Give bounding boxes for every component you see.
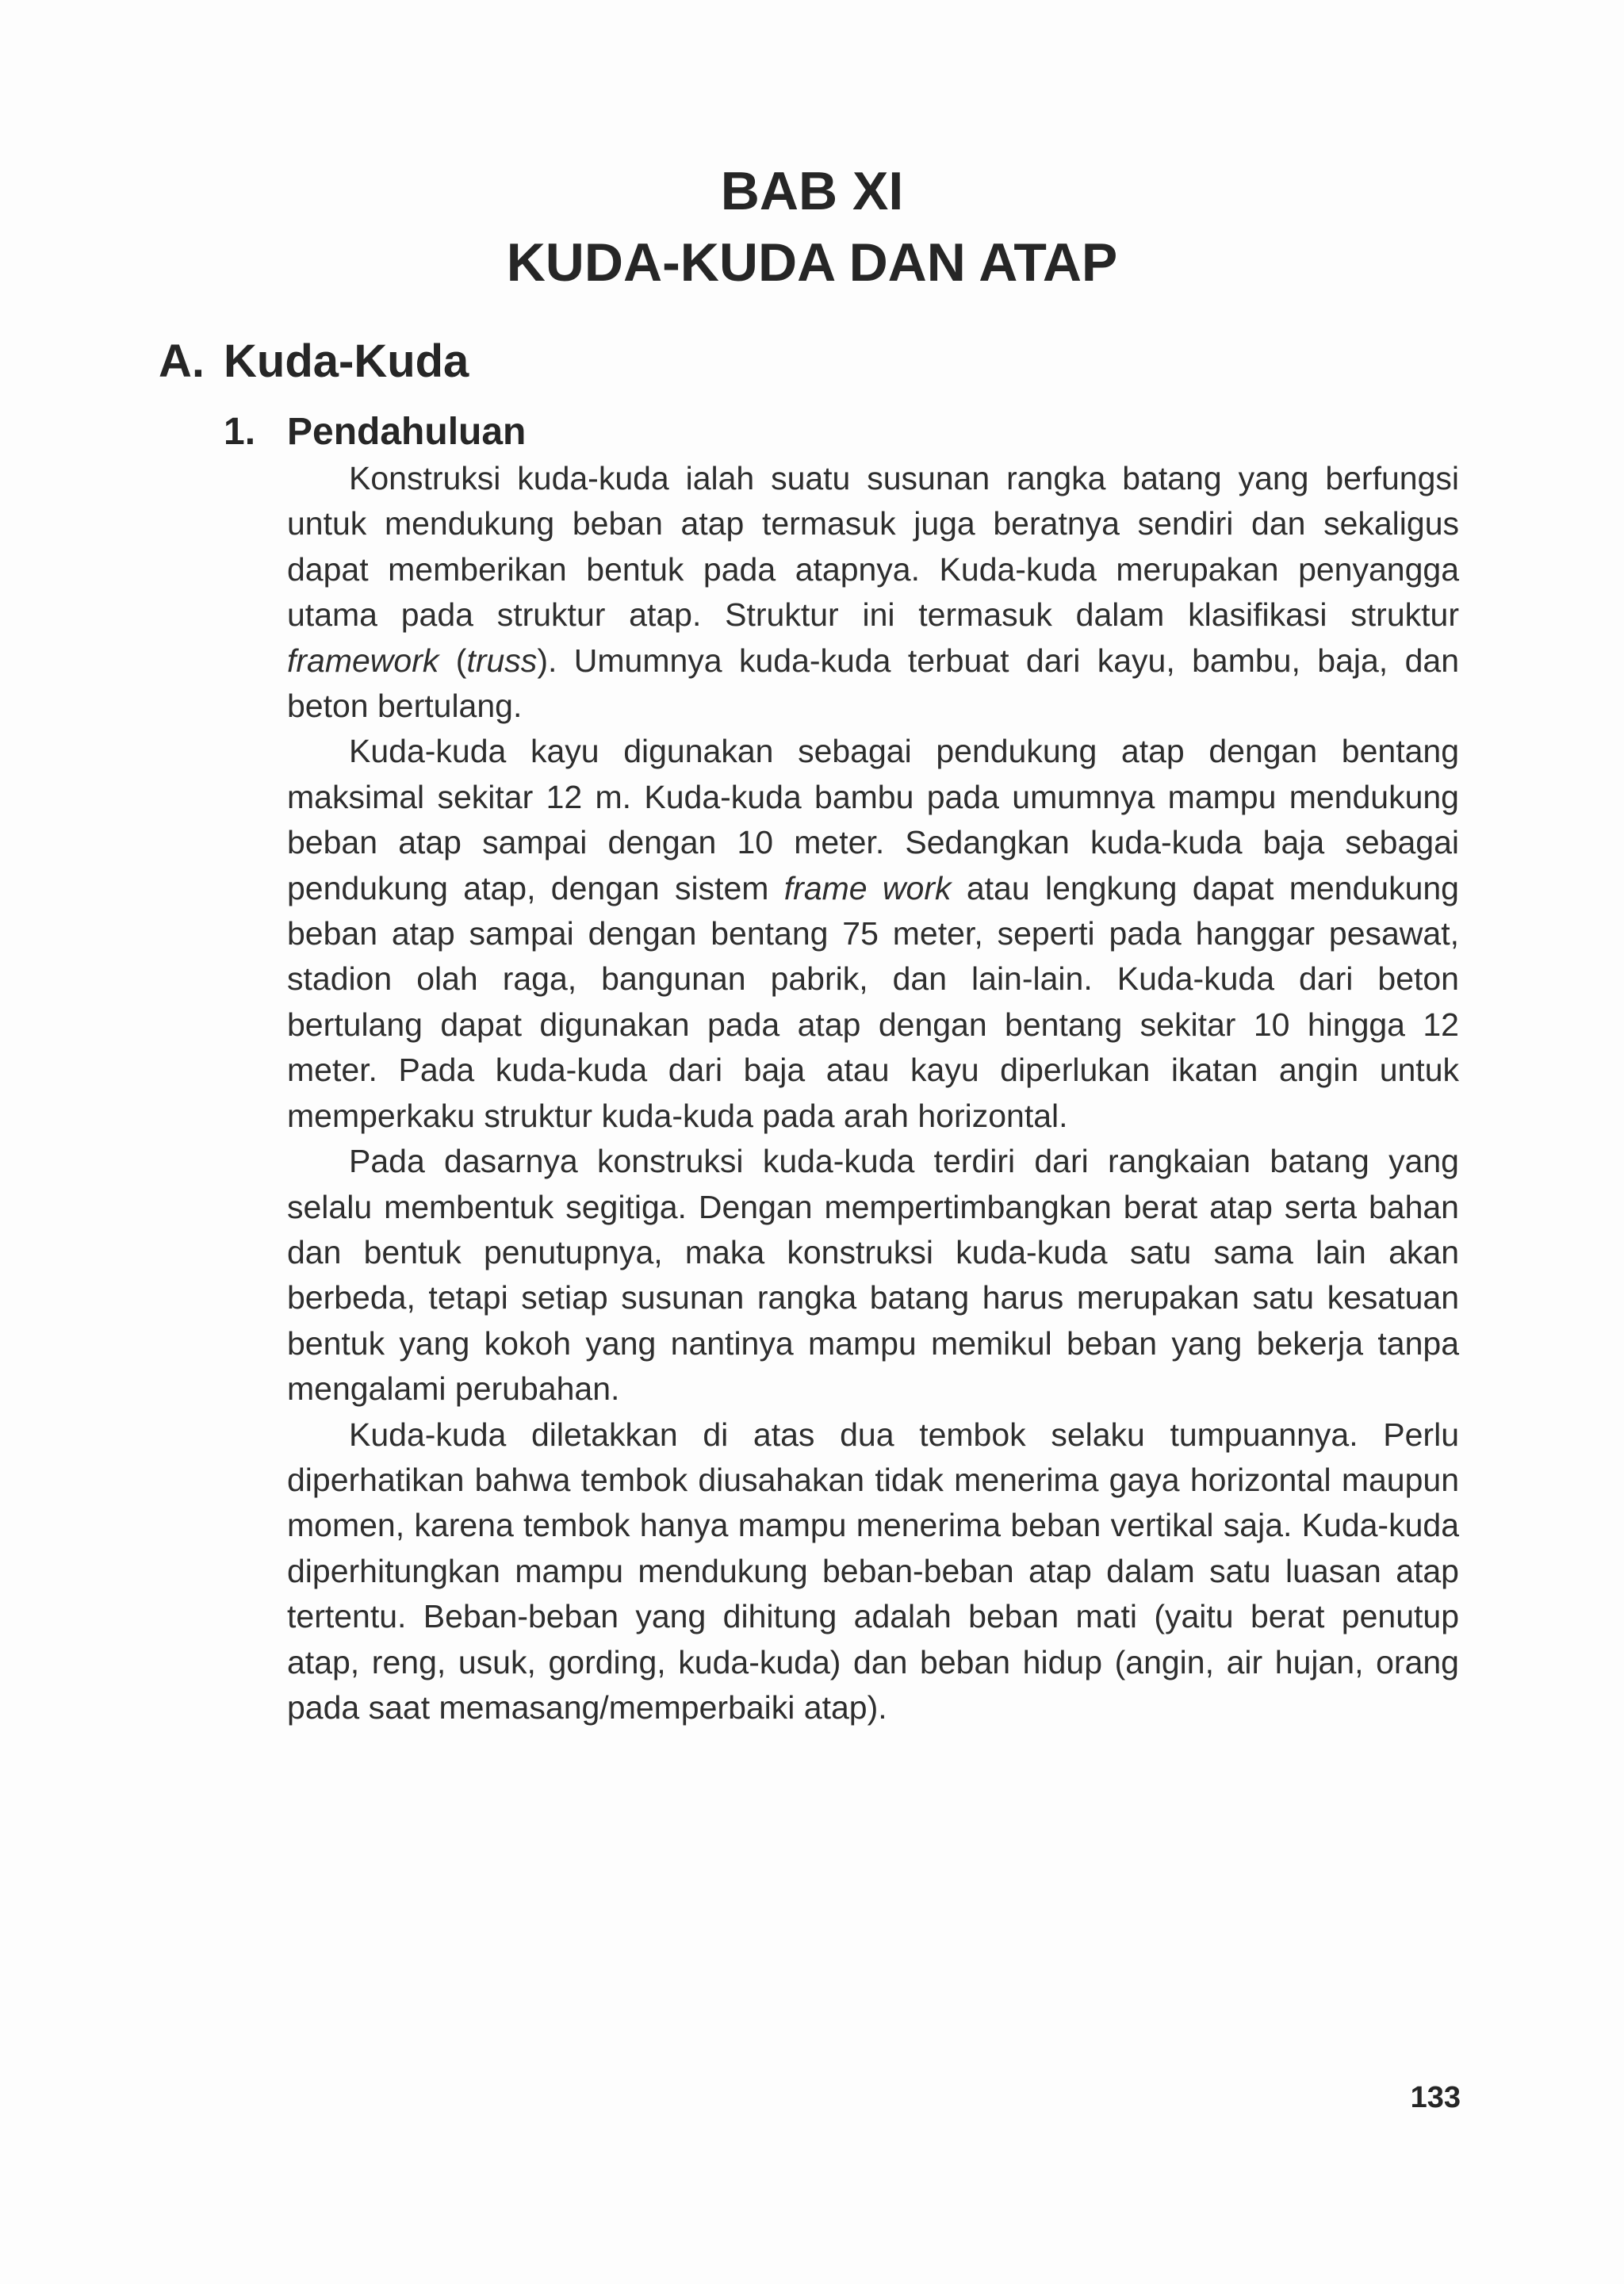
subsection-title: Pendahuluan [287,411,527,453]
text-segment: Kuda-kuda diletakkan di atas dua tembok selaku tumpuannya. Perlu diperhatikan bahwa tembok diusahakan tidak menerima gaya horizontal maupun momen, karena tembok hanya mampu menerima beban vertikal saja. Kuda-kuda diperhitungkan mampu mendukung beban-beban atap dalam satu luasan atap tertentu. Beban-beban yang dihitung adalah beban mati (yaitu berat penutup atap, reng, usuk, gording, kuda-kuda) dan beban hidup (angin, air hujan, orang pada saat memasang/memperbaiki atap). [287,1416,1459,1726]
italic-term: truss [466,642,538,679]
italic-term: framework [287,642,439,679]
subsection-heading [224,407,526,458]
text-segment: ( [439,642,467,679]
chapter-label: BAB XI [720,161,904,221]
section-heading [159,331,469,392]
page-number: 133 [1410,2081,1461,2114]
section-number: A. [159,335,205,387]
text-segment: Pada dasarnya konstruksi kuda-kuda terdiri dari rangkaian batang yang selalu membentuk segitiga. Dengan mempertimbangkan berat atap serta bahan dan bentuk penutupnya, maka konstruksi kuda-kuda satu sama lain akan berbeda, tetapi setiap susunan rangka batang harus merupakan satu kesatuan bentuk yang kokoh yang nantinya mampu memikul beban yang bekerja tanpa mengalami perubahan. [287,1143,1459,1408]
italic-term: frame work [783,869,952,906]
paragraph [287,729,1459,1139]
paragraph [287,1412,1459,1731]
text-segment: ). Umumnya kuda-kuda terbuat dari kayu, bambu, baja, dan beton bertulang. [287,642,1460,725]
chapter-name: KUDA-KUDA DAN ATAP [506,232,1118,293]
paragraph [287,1139,1459,1412]
text-segment: Kuda-kuda kayu digunakan sebagai pendukung atap dengan bentang maksimal sekitar 12 m. Kuda-kuda bambu pada umumnya mampu mendukung beban atap sampai dengan 10 meter. Sedangkan kuda-kuda baja sebagai pendukung atap, dengan sistem [287,733,1459,906]
text-segment: atau lengkung dapat mendukung beban atap sampai dengan bentang 75 meter, seperti pada hanggar pesawat, stadion olah raga, bangunan pabrik, dan lain-lain. Kuda-kuda dari beton bertulang dapat digunakan pada atap dengan bentang sekitar 10 hingga 12 meter. Pada kuda-kuda dari baja atau kayu diperlukan ikatan angin untuk memperkaku struktur kuda-kuda pada arah horizontal. [287,869,1459,1134]
paragraph [287,456,1459,729]
body-text [287,456,1459,1730]
section-title: Kuda-Kuda [224,335,469,387]
text-segment: Konstruksi kuda-kuda ialah suatu susunan rangka batang yang berfungsi untuk mendukung beban atap termasuk juga beratnya sendiri dan sekaligus dapat memberikan bentuk pada atapnya. Kuda-kuda merupakan penyangga utama pada struktur atap. Struktur ini termasuk dalam klasifikasi struktur [287,460,1459,634]
subsection-number: 1. [224,411,256,453]
chapter-title [0,155,1624,298]
